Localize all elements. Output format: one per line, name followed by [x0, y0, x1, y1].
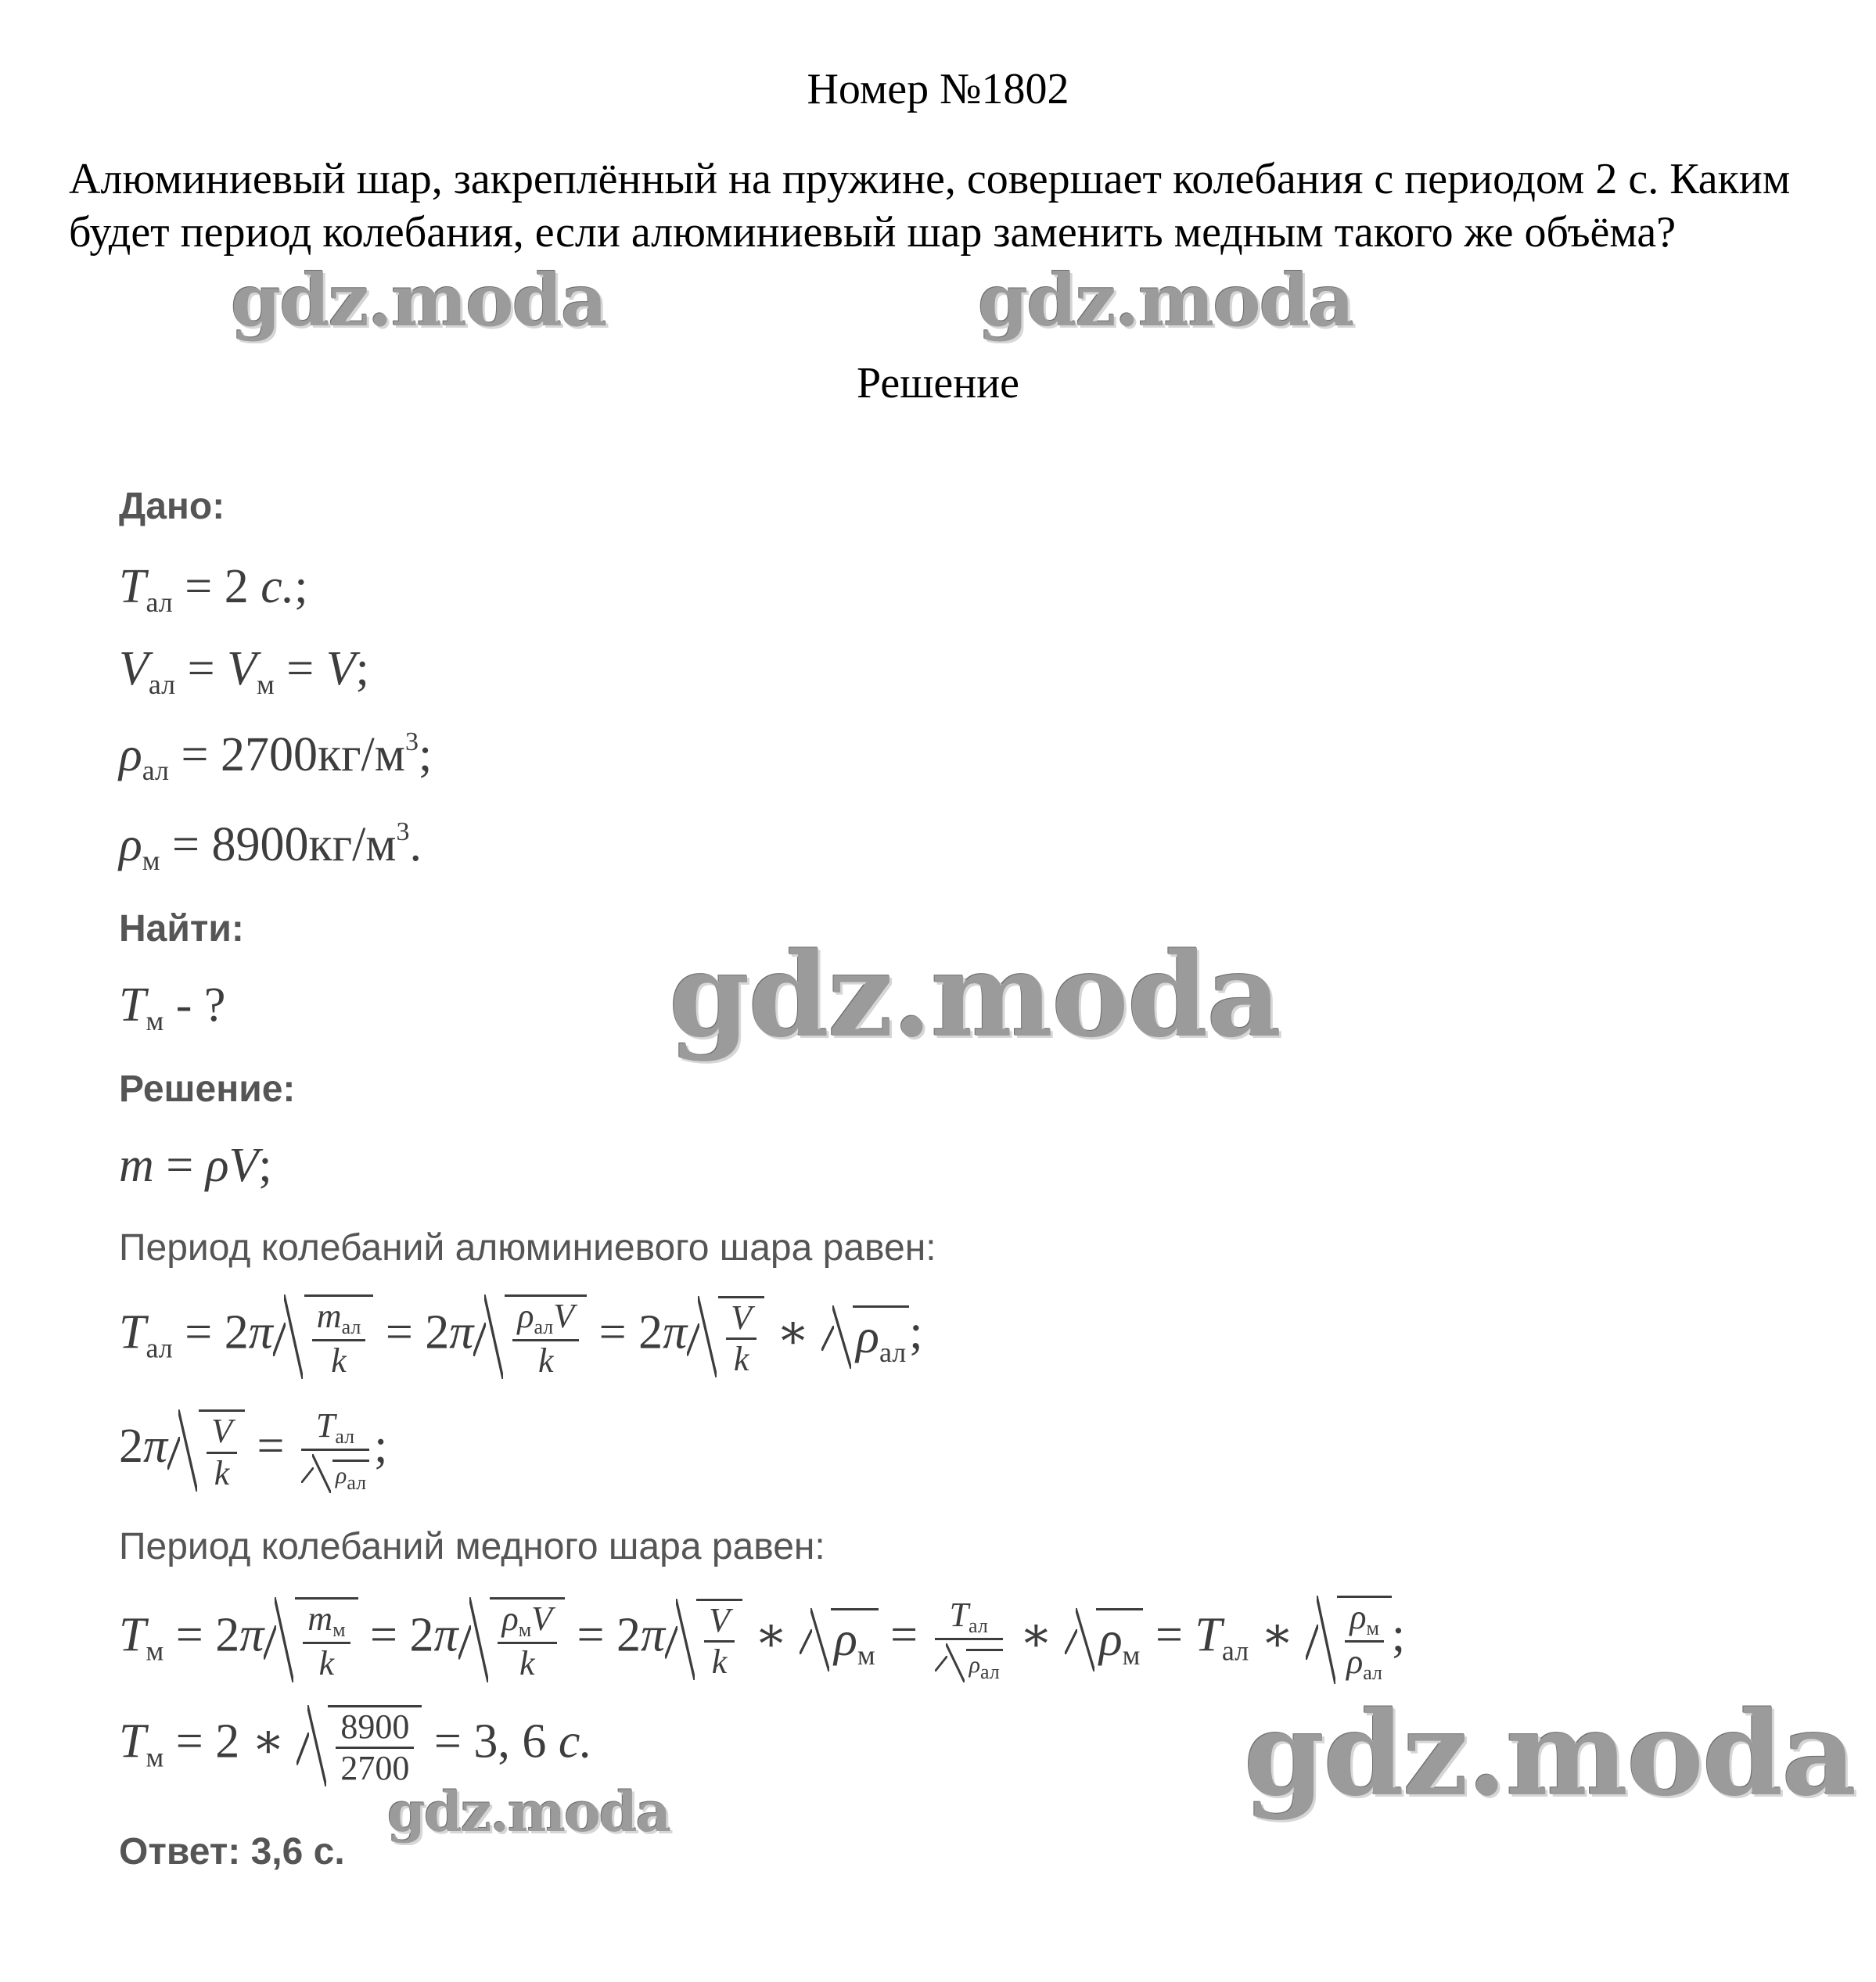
al-period-text: Период колебаний алюминиевого шара равен: — [119, 1227, 936, 1269]
cu-period-result: $T_м = 2$ ∗ $\frac{8900}{2700}$ = 3, 6 с. — [119, 1705, 592, 1786]
watermark: gdz.moda — [669, 927, 1281, 1063]
mass-formula: m = ρV; — [119, 1139, 272, 1192]
watermark: gdz.moda — [1244, 1686, 1856, 1822]
find-label: Найти: — [119, 908, 244, 950]
watermark: gdz.moda — [978, 258, 1353, 343]
intermediate-formula: 2π $\frac{V}{k}$ = $\frac{T_{ал}}{\rho_{ал}}$ ; — [119, 1406, 388, 1495]
problem-statement: Алюминиевый шар, закреплённый на пружине, совершает колебания с периодом 2 с. Каким будет период колебания, если алюминиевый шар заменить медным такого же объёма? — [69, 155, 1791, 257]
find-period-cu: $T_м$ - ? — [119, 978, 226, 1036]
cu-period-formula: $T_м = 2\pi$ $\frac{m_м}{k}$ = 2π $\frac{\rho_мV}{k}$ = 2π $\frac{V}{k}$ ∗ $\rho_м$ = $\frac{T_{ал}}{\rho_{ал}}$ ∗ $\rho_м = T_{ал}$ ∗ $\frac{\rho_м}{\rho_{ал}}$ ; — [119, 1595, 1406, 1685]
given-period-al: $T_{ал} = 2$ с.; — [119, 560, 308, 618]
given-density-al: $\rho_{ал} = 2700кг/м^3$; — [119, 727, 433, 786]
given-density-cu: $\rho_м = 8900кг/м^3$. — [119, 817, 422, 876]
al-period-formula: $T_{ал} = 2\pi$ $\frac{m_{ал}}{k}$ = 2π $\frac{\rho_{ал}V}{k}$ = 2π $\frac{V}{k}$ ∗ $\rho_{ал}$; — [119, 1294, 922, 1379]
page-title: Номер №1802 — [807, 65, 1069, 113]
watermark: gdz.moda — [387, 1779, 670, 1844]
watermark: gdz.moda — [231, 258, 606, 343]
answer: Ответ: 3,6 с. — [119, 1831, 345, 1872]
given-volume: $V_{ал} = V_м = V$; — [119, 642, 369, 700]
solution-label: Решение: — [119, 1068, 296, 1110]
solution-heading: Решение — [856, 359, 1020, 408]
cu-period-text: Период колебаний медного шара равен: — [119, 1526, 825, 1567]
given-label: Дано: — [119, 486, 225, 527]
